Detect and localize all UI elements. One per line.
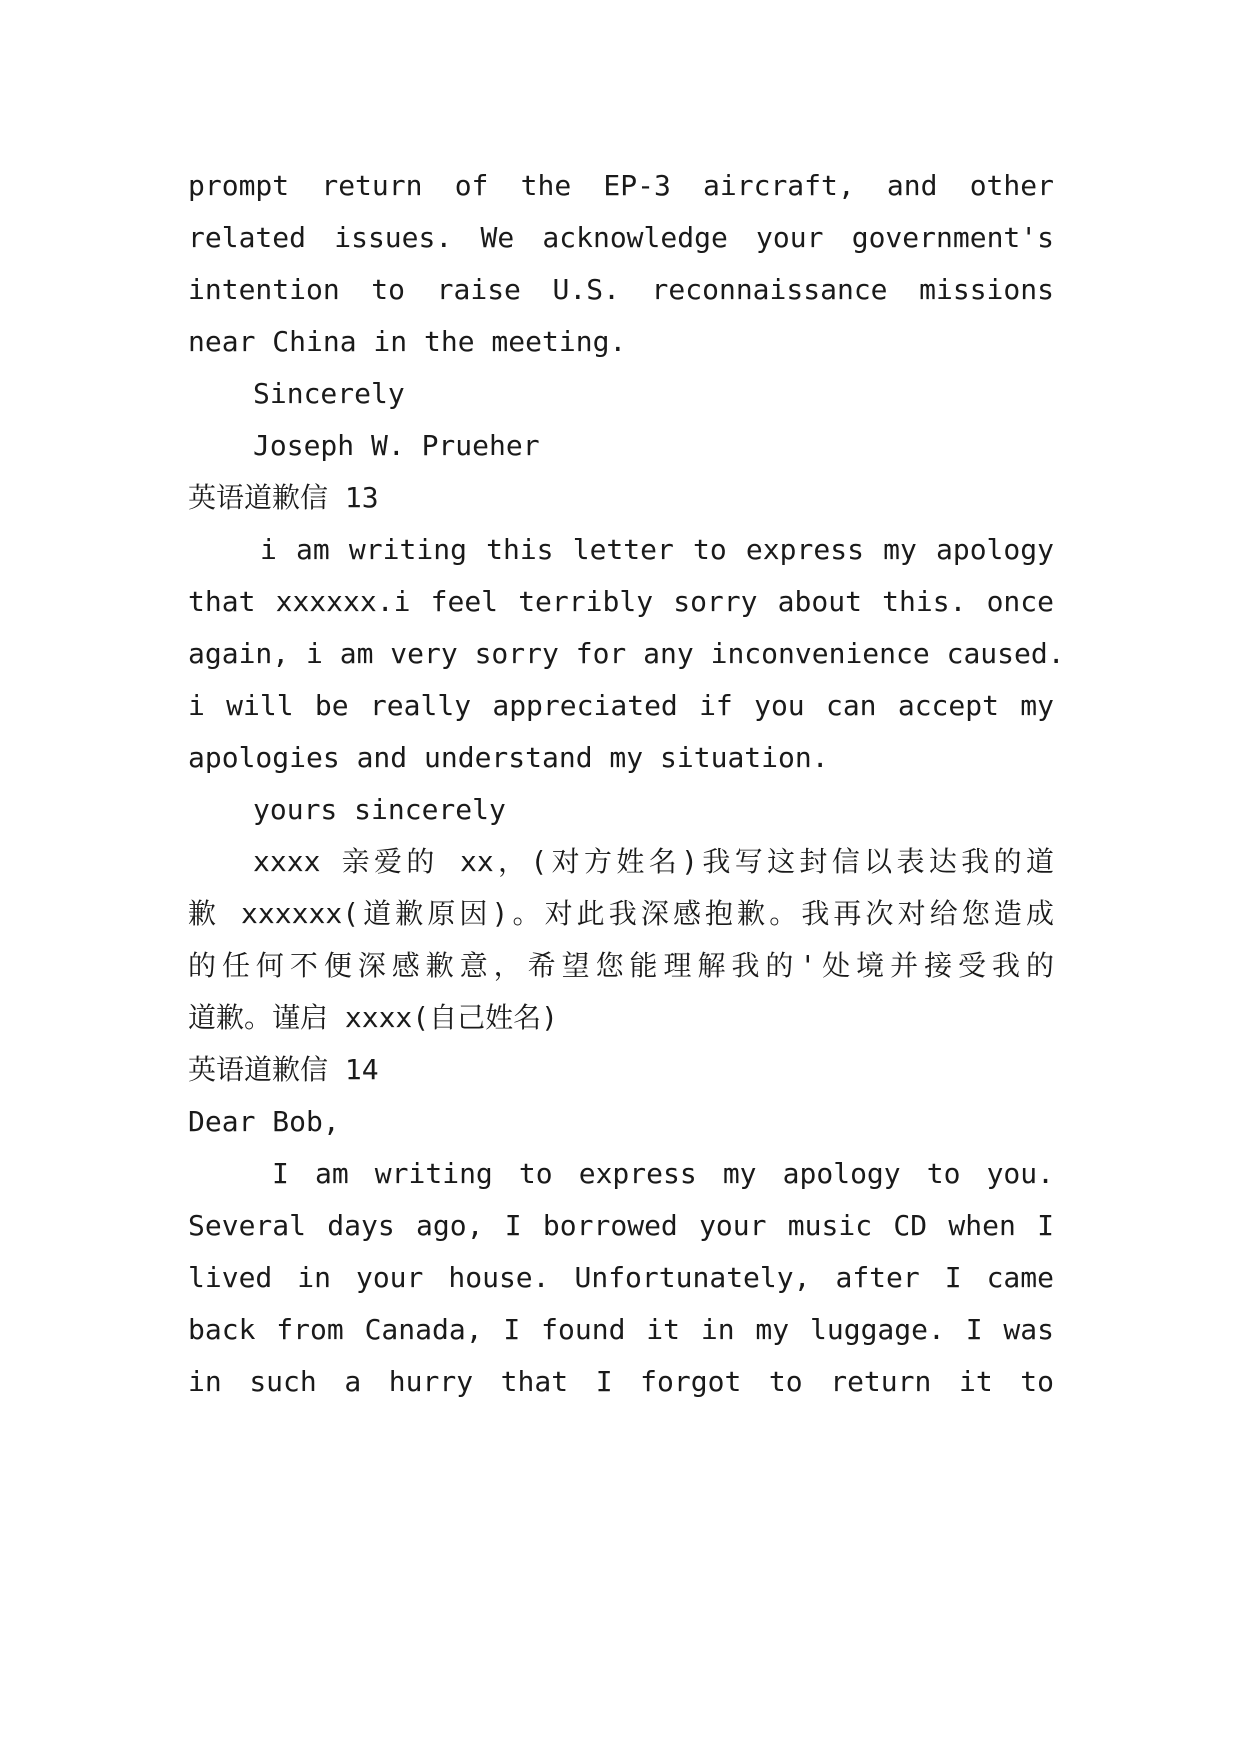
letter-13-chinese-line-2: 歉 xxxxxx(道歉原因)。对此我深感抱歉。我再次对给您造成 xyxy=(188,897,1054,930)
letter-13-line-3: again, i am very sorry for any inconvenience caused. xyxy=(188,637,1065,670)
letter-13-chinese-line-3: 的任何不便深感歉意，希望您能理解我的'处境并接受我的 xyxy=(188,949,1054,982)
letter-13-closing: yours sincerely xyxy=(253,793,506,826)
letter-14-line-4: back from Canada, I found it in my luggage. I was xyxy=(188,1313,1054,1346)
letter-13-chinese-line-4: 道歉。谨启 xxxx(自己姓名) xyxy=(188,1001,559,1034)
letter-13-line-4: i will be really appreciated if you can accept my xyxy=(188,689,1054,722)
letter-13-line-1: i am writing this letter to express my apology xyxy=(260,533,1054,566)
letter-13-chinese-line-1: xxxx 亲爱的 xx，(对方姓名)我写这封信以表达我的道 xyxy=(253,845,1054,878)
letter-13-line-5: apologies and understand my situation. xyxy=(188,741,829,774)
letter-12-line-1: prompt return of the EP-3 aircraft, and other xyxy=(188,169,1054,202)
letter-13-line-2: that xxxxxx.i feel terribly sorry about this. once xyxy=(188,585,1054,618)
letter-14-line-3: lived in your house. Unfortunately, after I came xyxy=(188,1261,1054,1294)
letter-12-line-2: related issues. We acknowledge your government's xyxy=(188,221,1054,254)
letter-14-heading: 英语道歉信 14 xyxy=(188,1053,379,1086)
letter-14-salutation: Dear Bob, xyxy=(188,1105,340,1138)
letter-12-line-3: intention to raise U.S. reconnaissance missions xyxy=(188,273,1054,306)
letter-12-closing: Sincerely xyxy=(253,377,405,410)
letter-14-line-2: Several days ago, I borrowed your music CD when I xyxy=(188,1209,1054,1242)
letter-14-line-5: in such a hurry that I forgot to return it to xyxy=(188,1365,1054,1398)
letter-14-line-1: I am writing to express my apology to you. xyxy=(272,1157,1054,1190)
letter-12-signature: Joseph W. Prueher xyxy=(253,429,540,462)
letter-12-line-4: near China in the meeting. xyxy=(188,325,627,358)
letter-13-heading: 英语道歉信 13 xyxy=(188,481,379,514)
